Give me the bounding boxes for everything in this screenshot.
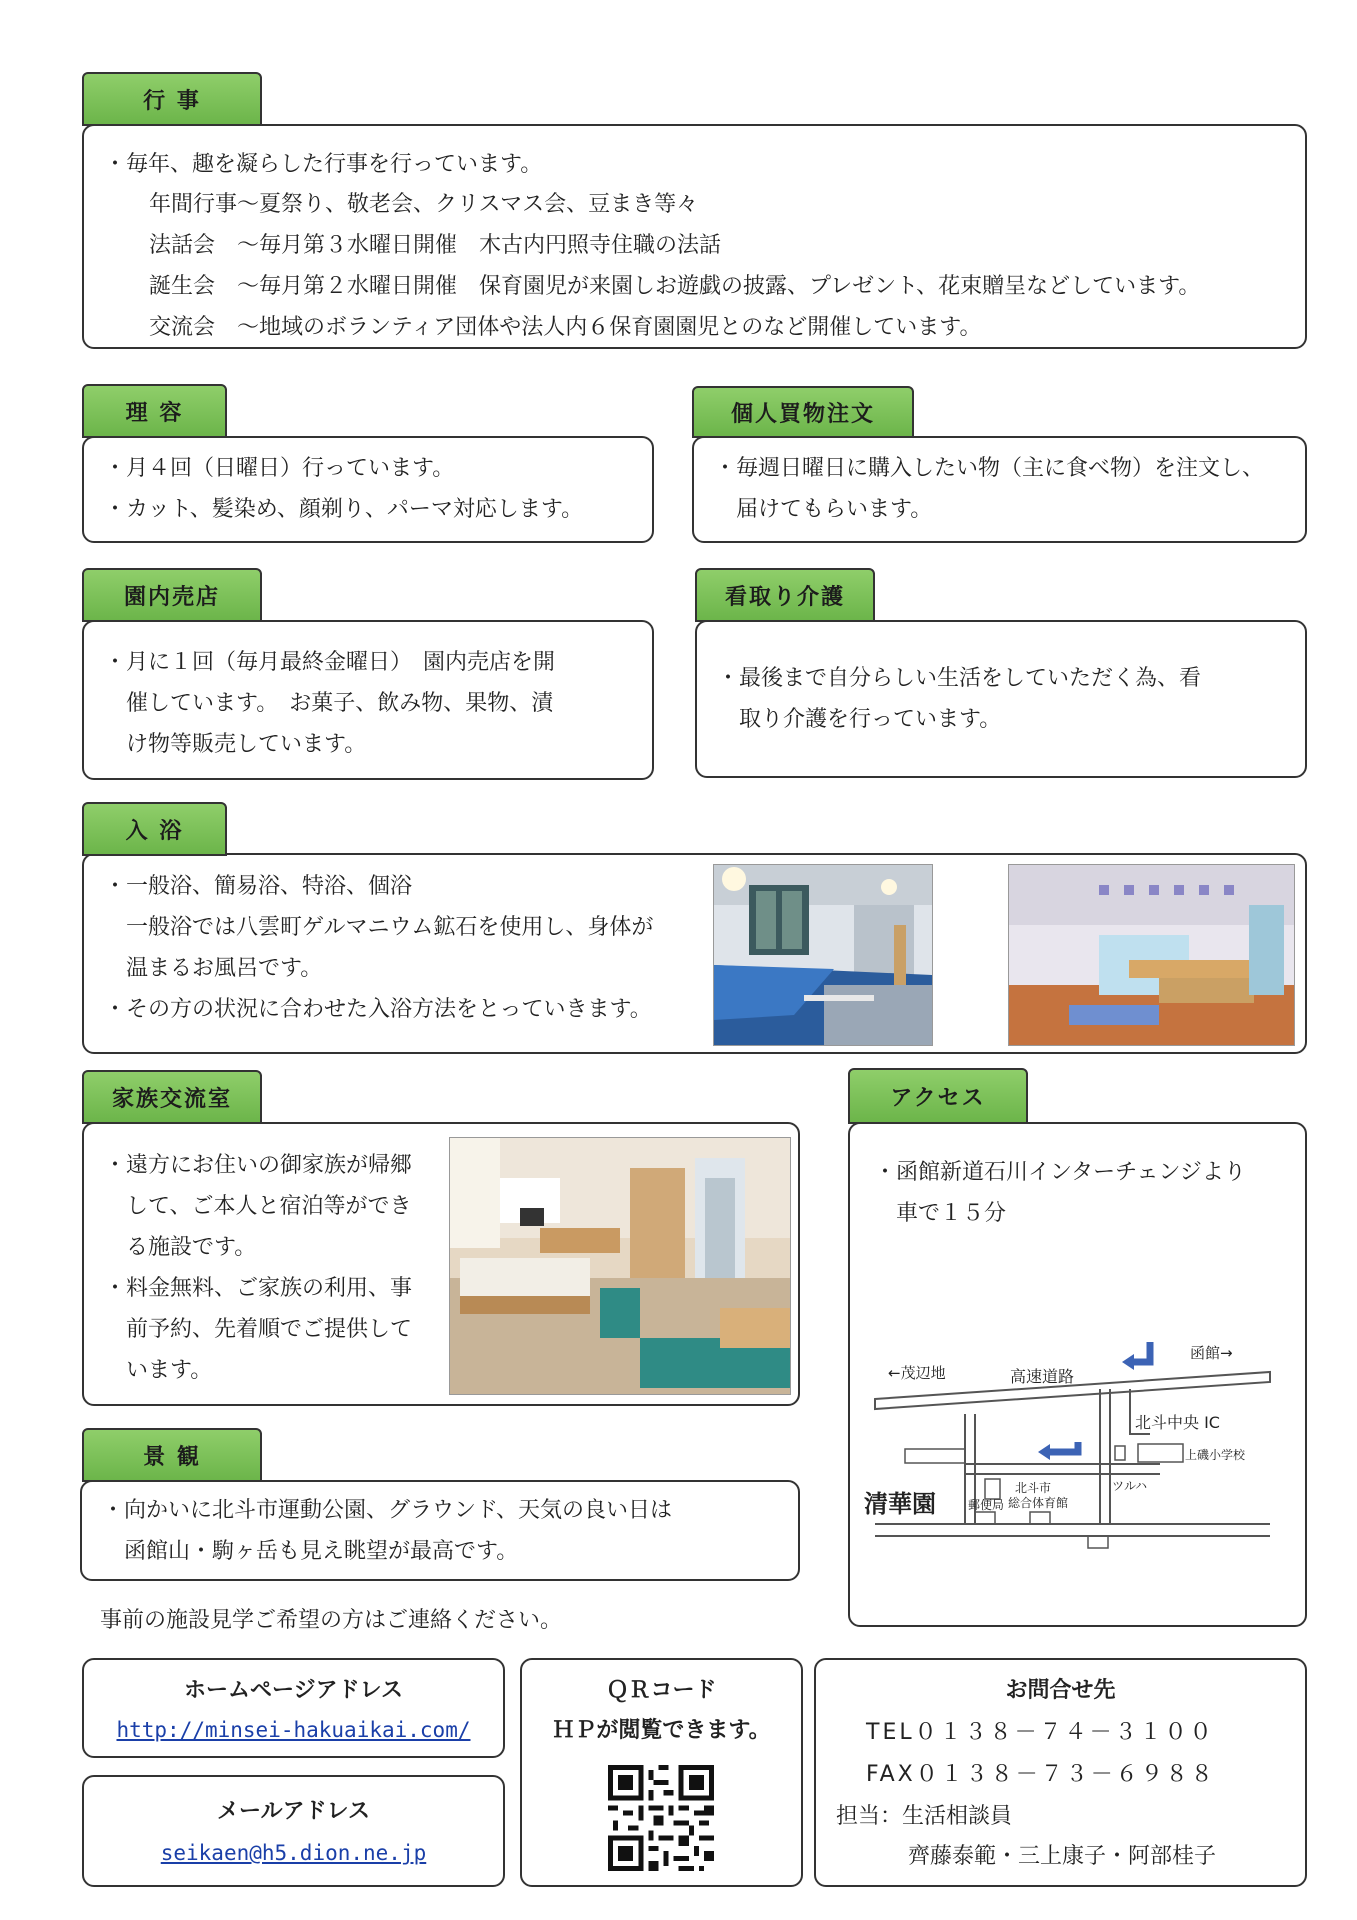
mail-title: メールアドレス xyxy=(217,1799,370,1824)
mail-address-wrap xyxy=(84,1833,503,1874)
bath-photo-tub xyxy=(1008,864,1295,1046)
qr-title: ＱＲコード xyxy=(606,1678,717,1703)
map-label-facility: 清華園 xyxy=(864,1490,936,1518)
family-line-4: ・料金無料、ご家族の利用、事 xyxy=(104,1276,413,1301)
events-line-3: 法話会 ～毎月第３水曜日開催 木古内円照寺住職の法話 xyxy=(149,233,722,258)
contact-fax: FAX０１３８－７３－６９８８ xyxy=(866,1762,1216,1787)
bath-line-1: ・一般浴、簡易浴、特浴、個浴 xyxy=(104,874,413,899)
shopping-title: 個人買物注文 xyxy=(692,386,914,438)
barber-box xyxy=(82,436,654,543)
events-line-4: 誕生会 ～毎月第２水曜日開催 保育園児が来園しお遊戯の披露、プレゼント、花束贈呈などしています。 xyxy=(149,274,1201,299)
bath-line-2: 一般浴では八雲町ゲルマニウム鉱石を使用し、身体が xyxy=(126,915,654,940)
map-label-gym-2: 総合体育館 xyxy=(1008,1496,1069,1510)
contact-persons: 齊藤泰範・三上康子・阿部桂子 xyxy=(908,1844,1217,1869)
contact-box xyxy=(814,1658,1307,1887)
events-line-2: 年間行事～夏祭り、敬老会、クリスマス会、豆まき等々 xyxy=(149,192,699,217)
barber-line-2: ・カット、髪染め、顔剃り、パーマ対応します。 xyxy=(104,497,584,522)
homepage-url-wrap xyxy=(84,1710,503,1751)
view-line-1: ・向かいに北斗市運動公園、グラウンド、天気の良い日は xyxy=(102,1498,673,1523)
access-line-2: 車で１５分 xyxy=(896,1201,1007,1226)
family-line-1: ・遠方にお住いの御家族が帰郷 xyxy=(104,1153,413,1178)
care-line-2: 取り介護を行っています。 xyxy=(739,707,1002,732)
map-label-tsuruha: ツルハ xyxy=(1112,1479,1148,1493)
barber-line-1: ・月４回（日曜日）行っています。 xyxy=(104,456,455,481)
map-label-gym-1: 北斗市 xyxy=(1015,1481,1052,1495)
bath-line-3: 温まるお風呂です。 xyxy=(126,956,323,981)
shop-line-3: け物等販売しています。 xyxy=(126,732,367,757)
homepage-box xyxy=(82,1658,505,1758)
shop-line-2: 催しています。 お菓子、飲み物、果物、漬 xyxy=(126,691,554,716)
shop-line-1: ・月に１回（毎月最終金曜日） 園内売店を開 xyxy=(104,650,556,675)
events-line-1: ・毎年、趣を凝らした行事を行っています。 xyxy=(104,152,543,177)
access-map xyxy=(850,1274,1309,1554)
qr-subtitle: ＨＰが閲覧できます。 xyxy=(552,1718,771,1743)
mail-link[interactable]: seikaen@h5.dion.ne.jp xyxy=(160,1841,427,1865)
contact-person-label: 担当：生活相談員 xyxy=(836,1804,1013,1829)
events-line-5: 交流会 ～地域のボランティア団体や法人内６保育園園児とのなど開催しています。 xyxy=(149,315,982,340)
bath-photo-large xyxy=(713,864,933,1046)
map-label-right: 函館→ xyxy=(1190,1344,1233,1362)
mail-box xyxy=(82,1775,505,1887)
shopping-line-1: ・毎週日曜日に購入したい物（主に食べ物）を注文し、 xyxy=(714,456,1265,481)
qr-code[interactable] xyxy=(608,1765,714,1871)
events-box xyxy=(82,124,1307,349)
access-title: アクセス xyxy=(848,1068,1028,1124)
shopping-box xyxy=(692,436,1307,543)
care-title: 看取り介護 xyxy=(695,568,875,622)
homepage-title: ホームページアドレス xyxy=(184,1678,403,1703)
map-label-school: 上磯小学校 xyxy=(1185,1448,1246,1462)
contact-tel: TEL０１３８－７４－３１００ xyxy=(866,1720,1215,1745)
map-label-ic: 北斗中央 IC xyxy=(1135,1413,1220,1432)
family-line-2: して、ご本人と宿泊等ができ xyxy=(126,1194,412,1219)
view-box xyxy=(80,1480,800,1581)
shopping-line-2: 届けてもらいます。 xyxy=(736,497,933,522)
map-label-post: 郵便局 xyxy=(968,1498,1005,1512)
shop-box xyxy=(82,620,654,780)
family-line-6: います。 xyxy=(126,1358,213,1383)
view-title: 景 観 xyxy=(82,1428,262,1482)
homepage-link[interactable]: http://minsei-hakuaikai.com/ xyxy=(116,1718,471,1742)
access-box xyxy=(848,1122,1307,1627)
barber-title: 理 容 xyxy=(82,384,227,438)
map-label-highway: 高速道路 xyxy=(1010,1367,1075,1386)
family-line-3: る施設です。 xyxy=(126,1235,257,1260)
care-line-1: ・最後まで自分らしい生活をしていただく為、看 xyxy=(717,666,1202,691)
access-line-1: ・函館新道石川インターチェンジより xyxy=(874,1160,1246,1185)
contact-title: お問合せ先 xyxy=(1005,1678,1116,1703)
family-title: 家族交流室 xyxy=(82,1070,262,1124)
map-label-left: ←茂辺地 xyxy=(888,1364,946,1382)
qr-box xyxy=(520,1658,803,1887)
view-line-2: 函館山・駒ヶ岳も見え眺望が最高です。 xyxy=(124,1539,519,1564)
bath-title: 入 浴 xyxy=(82,802,227,856)
care-box xyxy=(695,620,1307,778)
events-title: 行 事 xyxy=(82,72,262,126)
shop-title: 園内売店 xyxy=(82,568,262,622)
family-room-photo xyxy=(449,1137,791,1395)
visit-note: 事前の施設見学ご希望の方はご連絡ください。 xyxy=(100,1608,563,1633)
family-line-5: 前予約、先着順でご提供して xyxy=(126,1317,413,1342)
bath-line-4: ・その方の状況に合わせた入浴方法をとっていきます。 xyxy=(104,997,652,1022)
